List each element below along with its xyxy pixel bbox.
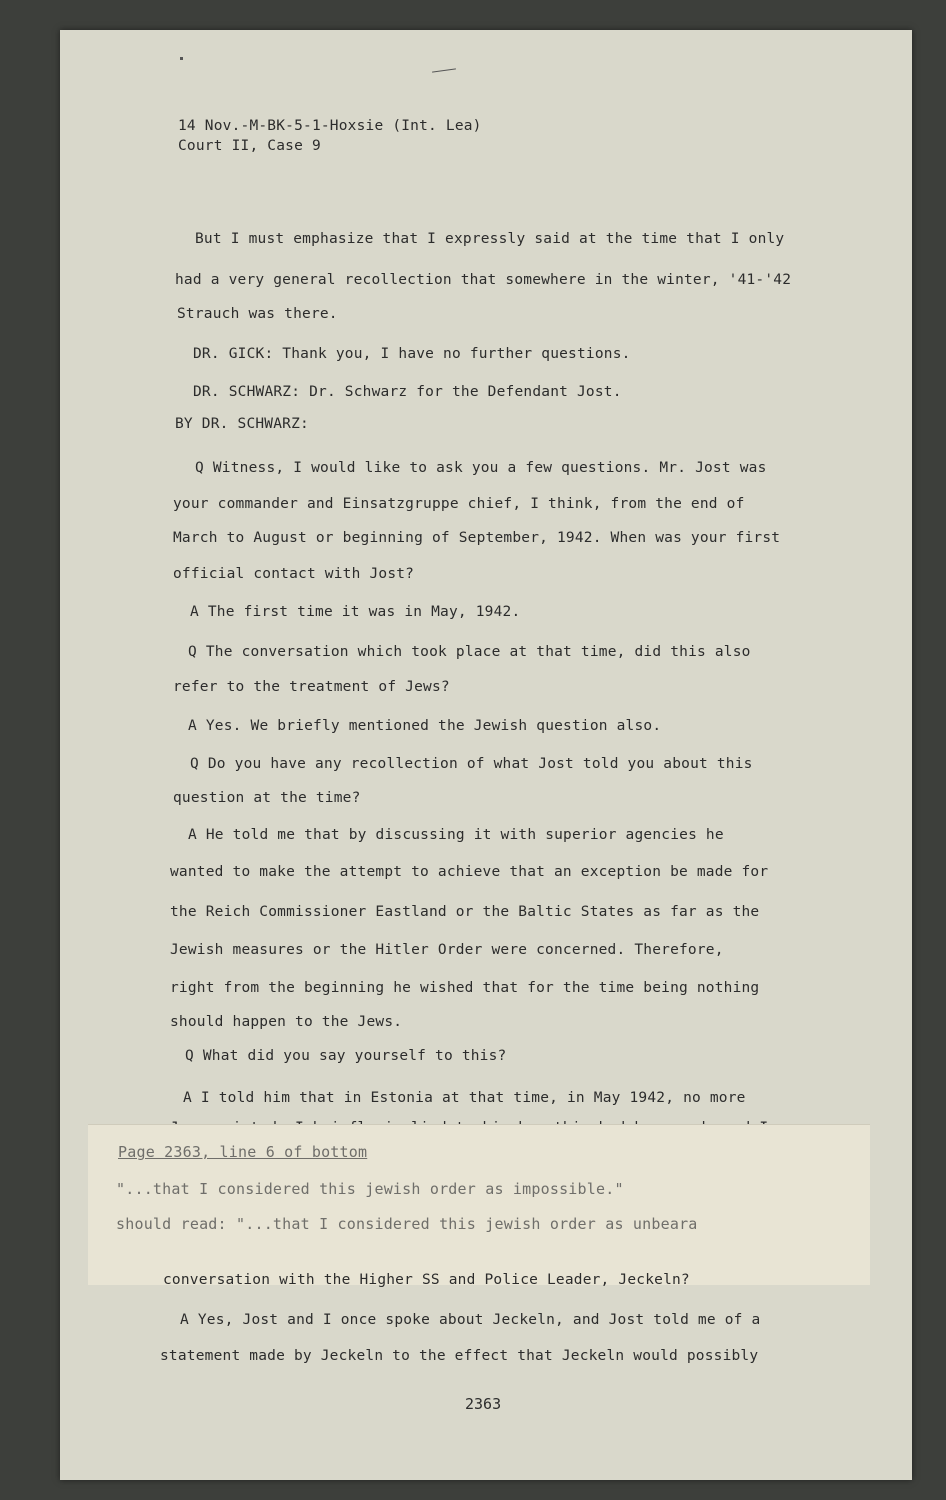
text-line: conversation with the Higher SS and Police Leader, Jeckeln? <box>163 1272 690 1288</box>
header-line-2: Court II, Case 9 <box>178 138 321 154</box>
text-line: refer to the treatment of Jews? <box>173 679 450 695</box>
text-line: wanted to make the attempt to achieve that an exception be made for <box>170 864 769 880</box>
correction-title: Page 2363, line 6 of bottom <box>118 1143 368 1161</box>
text-line: Q Do you have any recollection of what Jost told you about this <box>190 756 753 772</box>
text-line: A I told him that in Estonia at that time, in May 1942, no more <box>183 1090 746 1106</box>
text-line: Strauch was there. <box>177 306 338 322</box>
text-line: A Yes, Jost and I once spoke about Jeckeln, and Jost told me of a <box>180 1312 761 1328</box>
text-line: right from the beginning he wished that for the time being nothing <box>170 980 760 996</box>
text-line: Q Witness, I would like to ask you a few questions. Mr. Jost was <box>195 460 767 476</box>
text-line: Q What did you say yourself to this? <box>185 1048 507 1064</box>
text-line: A He told me that by discussing it with superior agencies he <box>188 827 724 843</box>
page-number: 2363 <box>465 1395 502 1413</box>
text-line: had a very general recollection that somewhere in the winter, '41-'42 <box>175 272 792 288</box>
text-line: BY DR. SCHWARZ: <box>175 416 309 432</box>
text-line: But I must emphasize that I expressly said at the time that I only <box>195 231 785 247</box>
text-line: A Yes. We briefly mentioned the Jewish question also. <box>188 718 662 734</box>
header-line-1: 14 Nov.-M-BK-5-1-Hoxsie (Int. Lea) <box>178 118 482 134</box>
correction-slip <box>88 1124 870 1285</box>
text-line: question at the time? <box>173 790 361 806</box>
text-line: DR. GICK: Thank you, I have no further questions. <box>193 346 631 362</box>
text-line: Jewish measures or the Hitler Order were concerned. Therefore, <box>170 942 724 958</box>
pencil-mark <box>432 68 456 72</box>
document-page <box>60 30 912 1480</box>
text-line: March to August or beginning of September, 1942. When was your first <box>173 530 781 546</box>
text-line: statement made by Jeckeln to the effect that Jeckeln would possibly <box>160 1348 759 1364</box>
text-line: your commander and Einsatzgruppe chief, I think, from the end of <box>173 496 745 512</box>
text-line: A The first time it was in May, 1942. <box>190 604 521 620</box>
text-line: should happen to the Jews. <box>170 1014 403 1030</box>
correction-line-1: "...that I considered this jewish order as impossible." <box>116 1180 624 1198</box>
correction-line-2: should read: "...that I considered this jewish order as unbeara <box>116 1215 698 1233</box>
text-line: official contact with Jost? <box>173 566 415 582</box>
text-line: the Reich Commissioner Eastland or the Baltic States as far as the <box>170 904 760 920</box>
text-line: DR. SCHWARZ: Dr. Schwarz for the Defendant Jost. <box>193 384 622 400</box>
pencil-mark <box>180 57 183 60</box>
text-line: Q The conversation which took place at that time, did this also <box>188 644 751 660</box>
